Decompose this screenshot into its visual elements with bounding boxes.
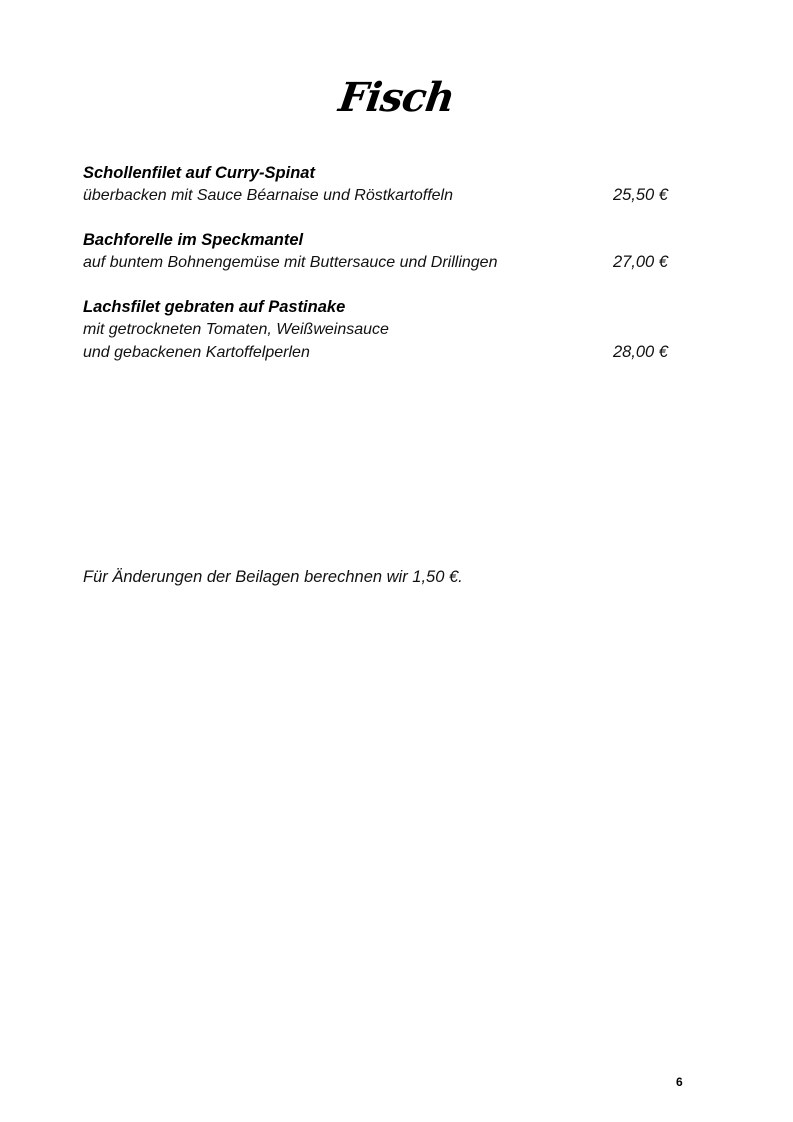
dish-description: mit getrockneten Tomaten, Weißweinsauce [83,321,389,338]
dish-description: und gebackenen Kartoffelperlen [83,344,310,361]
page-title: Fisch [335,74,458,121]
dish-price: 25,50 € [612,186,668,204]
dish-description: überbacken mit Sauce Béarnaise und Röstkartoffeln [83,187,453,204]
menu-item [83,162,668,207]
dish-name: Bachforelle im Speckmantel [83,231,304,249]
menu-list [83,162,668,386]
surcharge-note: Für Änderungen der Beilagen berechnen wir 1,50 €. [83,568,463,586]
dish-description-line [83,184,668,207]
dish-price: 28,00 € [612,343,668,361]
menu-item [83,296,668,364]
menu-item [83,229,668,274]
page-number: 6 [676,1075,683,1089]
dish-name: Lachsfilet gebraten auf Pastinake [83,298,346,316]
dish-name: Schollenfilet auf Curry-Spinat [83,164,315,182]
dish-description: auf buntem Bohnengemüse mit Buttersauce und Drillingen [83,254,498,271]
dish-description-line [83,341,668,364]
dish-description-line [83,251,668,274]
dish-description-line [83,318,668,341]
dish-price: 27,00 € [612,253,668,271]
